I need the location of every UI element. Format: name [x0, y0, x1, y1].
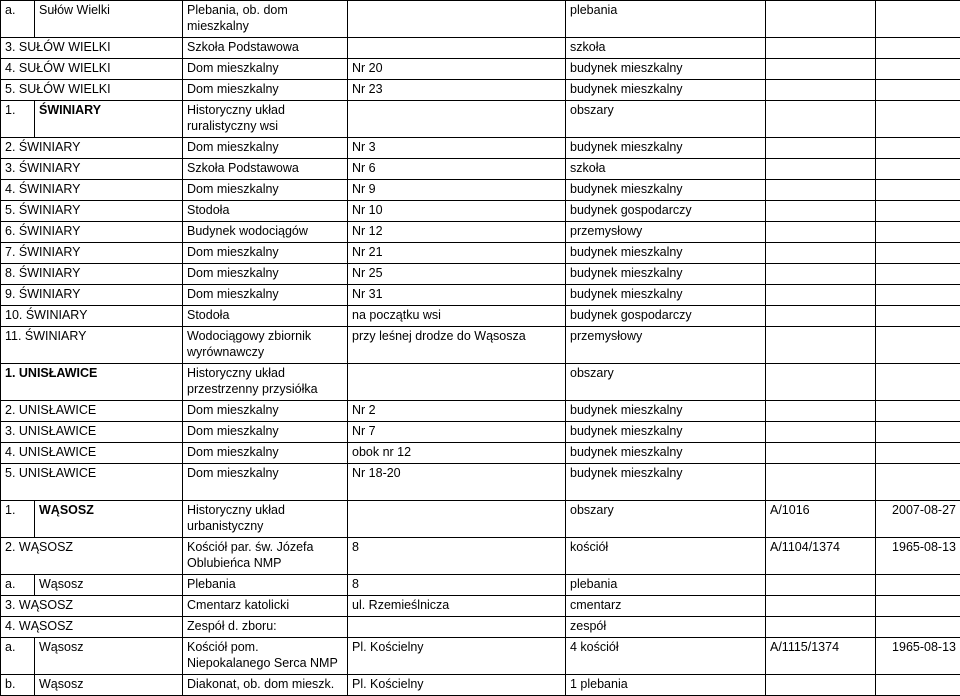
cell-object: Dom mieszkalny	[183, 401, 348, 422]
cell-address: Nr 12	[348, 222, 566, 243]
cell-function: budynek gospodarczy	[566, 201, 766, 222]
cell-register-no	[766, 596, 876, 617]
cell-date	[876, 327, 960, 364]
table-row	[1, 138, 960, 159]
cell-register-no	[766, 201, 876, 222]
cell-no-locality: 11. ŚWINIARY	[1, 327, 183, 364]
cell-locality: Wąsosz	[35, 638, 183, 675]
cell-register-no	[766, 575, 876, 596]
cell-object: Historyczny układ ruralistyczny wsi	[183, 101, 348, 138]
cell-register-no	[766, 38, 876, 59]
cell-register-no	[766, 401, 876, 422]
table-row	[1, 59, 960, 80]
cell-address: Nr 25	[348, 264, 566, 285]
cell-object: Dom mieszkalny	[183, 422, 348, 443]
cell-function: szkoła	[566, 159, 766, 180]
cell-object: Dom mieszkalny	[183, 180, 348, 201]
cell-function: budynek mieszkalny	[566, 59, 766, 80]
cell-locality: Sułów Wielki	[35, 1, 183, 38]
cell-address: Nr 3	[348, 138, 566, 159]
table-row	[1, 38, 960, 59]
cell-function: zespół	[566, 617, 766, 638]
table-row	[1, 285, 960, 306]
cell-address: Nr 6	[348, 159, 566, 180]
cell-address	[348, 617, 566, 638]
cell-object: Dom mieszkalny	[183, 59, 348, 80]
cell-locality: ŚWINIARY	[35, 101, 183, 138]
cell-object: Diakonat, ob. dom mieszk.	[183, 675, 348, 696]
table-row	[1, 538, 960, 575]
cell-no-locality: 5. ŚWINIARY	[1, 201, 183, 222]
cell-register-no	[766, 80, 876, 101]
cell-address: Pl. Kościelny	[348, 675, 566, 696]
cell-register-no	[766, 180, 876, 201]
cell-object: Historyczny układ urbanistyczny	[183, 501, 348, 538]
cell-register-no	[766, 443, 876, 464]
cell-object: Historyczny układ przestrzenny przysiółka	[183, 364, 348, 401]
cell-no: a.	[1, 1, 35, 38]
cell-date	[876, 201, 960, 222]
cell-address: Nr 2	[348, 401, 566, 422]
cell-locality: Wąsosz	[35, 575, 183, 596]
cell-function: 4 kościół	[566, 638, 766, 675]
cell-register-no	[766, 306, 876, 327]
cell-object: Stodoła	[183, 306, 348, 327]
cell-address: Nr 10	[348, 201, 566, 222]
cell-address: Nr 7	[348, 422, 566, 443]
cell-object: Dom mieszkalny	[183, 264, 348, 285]
cell-date	[876, 675, 960, 696]
cell-no-locality: 6. ŚWINIARY	[1, 222, 183, 243]
cell-function: 1 plebania	[566, 675, 766, 696]
cell-date	[876, 101, 960, 138]
cell-address: na początku wsi	[348, 306, 566, 327]
cell-object: Dom mieszkalny	[183, 80, 348, 101]
cell-register-no	[766, 617, 876, 638]
table-row	[1, 401, 960, 422]
cell-function: budynek mieszkalny	[566, 243, 766, 264]
cell-function: szkoła	[566, 38, 766, 59]
cell-address: Nr 31	[348, 285, 566, 306]
cell-date	[876, 464, 960, 501]
cell-no-locality: 10. ŚWINIARY	[1, 306, 183, 327]
table-row	[1, 364, 960, 401]
cell-no-locality: 4. SUŁÓW WIELKI	[1, 59, 183, 80]
table-row	[1, 327, 960, 364]
cell-date: 1965-08-13	[876, 638, 960, 675]
cell-address: Nr 18-20	[348, 464, 566, 501]
cell-object: Dom mieszkalny	[183, 464, 348, 501]
cell-object: Szkoła Podstawowa	[183, 38, 348, 59]
cell-no-locality: 7. ŚWINIARY	[1, 243, 183, 264]
cell-register-no	[766, 159, 876, 180]
cell-date: 2007-08-27	[876, 501, 960, 538]
cell-address: przy leśnej drodze do Wąsosza	[348, 327, 566, 364]
cell-function: plebania	[566, 1, 766, 38]
cell-address: 8	[348, 538, 566, 575]
cell-register-no	[766, 101, 876, 138]
cell-no-locality: 5. SUŁÓW WIELKI	[1, 80, 183, 101]
cell-address: ul. Rzemieślnicza	[348, 596, 566, 617]
cell-no-locality: 8. ŚWINIARY	[1, 264, 183, 285]
cell-date	[876, 1, 960, 38]
cell-date	[876, 596, 960, 617]
cell-date	[876, 364, 960, 401]
cell-object: Plebania, ob. dom mieszkalny	[183, 1, 348, 38]
cell-date	[876, 222, 960, 243]
cell-register-no	[766, 327, 876, 364]
table-row	[1, 638, 960, 675]
cell-register-no	[766, 364, 876, 401]
cell-register-no	[766, 222, 876, 243]
cell-no-locality: 2. UNISŁAWICE	[1, 401, 183, 422]
cell-function: budynek mieszkalny	[566, 285, 766, 306]
cell-object: Plebania	[183, 575, 348, 596]
cell-register-no	[766, 285, 876, 306]
table-row	[1, 101, 960, 138]
cell-date	[876, 243, 960, 264]
cell-no-locality: 5. UNISŁAWICE	[1, 464, 183, 501]
cell-function: budynek mieszkalny	[566, 80, 766, 101]
cell-no-locality: 4. ŚWINIARY	[1, 180, 183, 201]
table-row	[1, 159, 960, 180]
cell-date	[876, 285, 960, 306]
table-row	[1, 1, 960, 38]
cell-function: obszary	[566, 501, 766, 538]
table-row	[1, 443, 960, 464]
table-row	[1, 243, 960, 264]
table-row	[1, 596, 960, 617]
table-row	[1, 180, 960, 201]
table-row	[1, 422, 960, 443]
cell-function: kościół	[566, 538, 766, 575]
cell-function: budynek mieszkalny	[566, 443, 766, 464]
cell-address: 8	[348, 575, 566, 596]
cell-address: Pl. Kościelny	[348, 638, 566, 675]
cell-object: Dom mieszkalny	[183, 285, 348, 306]
cell-date	[876, 306, 960, 327]
cell-date	[876, 38, 960, 59]
table-row	[1, 80, 960, 101]
cell-address	[348, 101, 566, 138]
cell-no: 1.	[1, 501, 35, 538]
table-row	[1, 675, 960, 696]
cell-no: b.	[1, 675, 35, 696]
cell-function: cmentarz	[566, 596, 766, 617]
cell-object: Zespół d. zboru:	[183, 617, 348, 638]
cell-function: budynek mieszkalny	[566, 401, 766, 422]
cell-register-no: A/1115/1374	[766, 638, 876, 675]
cell-no: a.	[1, 575, 35, 596]
cell-register-no	[766, 138, 876, 159]
table-row	[1, 501, 960, 538]
cell-object: Budynek wodociągów	[183, 222, 348, 243]
cell-address	[348, 38, 566, 59]
cell-register-no	[766, 422, 876, 443]
cell-register-no	[766, 59, 876, 80]
cell-no: 1.	[1, 101, 35, 138]
cell-object: Dom mieszkalny	[183, 243, 348, 264]
table-row	[1, 575, 960, 596]
cell-locality: Wąsosz	[35, 675, 183, 696]
table-row	[1, 617, 960, 638]
cell-address: obok nr 12	[348, 443, 566, 464]
table-row	[1, 264, 960, 285]
cell-function: obszary	[566, 364, 766, 401]
cell-function: plebania	[566, 575, 766, 596]
cell-no-locality: 9. ŚWINIARY	[1, 285, 183, 306]
cell-date	[876, 401, 960, 422]
cell-address: Nr 20	[348, 59, 566, 80]
cell-address	[348, 1, 566, 38]
cell-object: Kościół par. św. Józefa Oblubieńca NMP	[183, 538, 348, 575]
cell-no-locality: 3. UNISŁAWICE	[1, 422, 183, 443]
cell-function: budynek gospodarczy	[566, 306, 766, 327]
cell-register-no: A/1104/1374	[766, 538, 876, 575]
cell-no-locality: 3. SUŁÓW WIELKI	[1, 38, 183, 59]
cell-no-locality: 3. WĄSOSZ	[1, 596, 183, 617]
cell-function: budynek mieszkalny	[566, 264, 766, 285]
cell-object: Cmentarz katolicki	[183, 596, 348, 617]
cell-function: budynek mieszkalny	[566, 464, 766, 501]
cell-date	[876, 422, 960, 443]
cell-function: budynek mieszkalny	[566, 180, 766, 201]
cell-register-no	[766, 1, 876, 38]
table-row	[1, 222, 960, 243]
cell-no-locality: 4. UNISŁAWICE	[1, 443, 183, 464]
cell-address: Nr 9	[348, 180, 566, 201]
cell-date	[876, 180, 960, 201]
cell-object: Szkoła Podstawowa	[183, 159, 348, 180]
cell-object: Wodociągowy zbiornik wyrównawczy	[183, 327, 348, 364]
cell-register-no	[766, 243, 876, 264]
cell-date	[876, 80, 960, 101]
cell-function: budynek mieszkalny	[566, 138, 766, 159]
cell-address	[348, 501, 566, 538]
cell-address: Nr 21	[348, 243, 566, 264]
cell-address	[348, 364, 566, 401]
cell-date	[876, 443, 960, 464]
cell-function: przemysłowy	[566, 327, 766, 364]
cell-locality: WĄSOSZ	[35, 501, 183, 538]
cell-register-no	[766, 675, 876, 696]
cell-date: 1965-08-13	[876, 538, 960, 575]
cell-date	[876, 59, 960, 80]
table-row	[1, 464, 960, 501]
cell-function: budynek mieszkalny	[566, 422, 766, 443]
cell-register-no	[766, 464, 876, 501]
cell-register-no	[766, 264, 876, 285]
cell-date	[876, 575, 960, 596]
cell-date	[876, 159, 960, 180]
cell-function: obszary	[566, 101, 766, 138]
cell-date	[876, 138, 960, 159]
cell-no-locality: 3. ŚWINIARY	[1, 159, 183, 180]
cell-object: Stodoła	[183, 201, 348, 222]
cell-object: Dom mieszkalny	[183, 443, 348, 464]
cell-no: a.	[1, 638, 35, 675]
cell-no-locality: 4. WĄSOSZ	[1, 617, 183, 638]
cell-object: Kościół pom. Niepokalanego Serca NMP	[183, 638, 348, 675]
cell-no-locality: 1. UNISŁAWICE	[1, 364, 183, 401]
table-row	[1, 201, 960, 222]
cell-date	[876, 264, 960, 285]
cell-no-locality: 2. ŚWINIARY	[1, 138, 183, 159]
cell-date	[876, 617, 960, 638]
cell-object: Dom mieszkalny	[183, 138, 348, 159]
cell-register-no: A/1016	[766, 501, 876, 538]
cell-function: przemysłowy	[566, 222, 766, 243]
table-row	[1, 306, 960, 327]
cell-no-locality: 2. WĄSOSZ	[1, 538, 183, 575]
cell-address: Nr 23	[348, 80, 566, 101]
